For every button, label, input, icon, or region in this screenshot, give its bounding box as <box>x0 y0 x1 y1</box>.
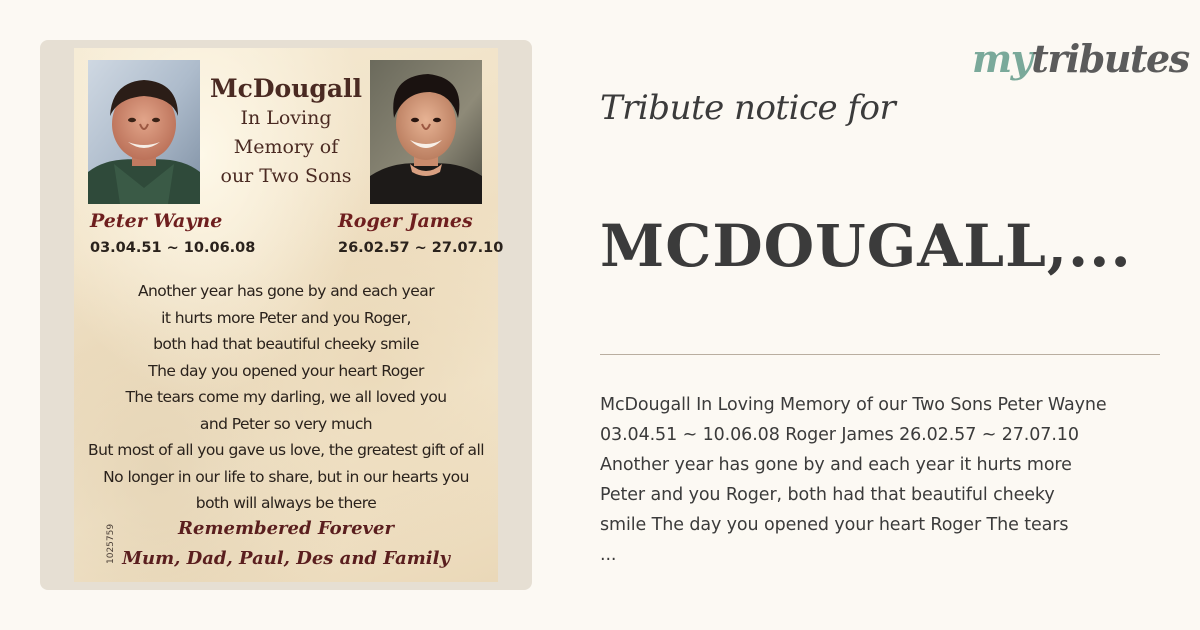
excerpt-line: ... <box>600 545 617 565</box>
logo-part-my: my <box>972 36 1032 81</box>
verse-line: No longer in our life to share, but in our hearts you <box>103 467 469 486</box>
notice-image <box>40 40 532 590</box>
mytributes-logo[interactable] <box>972 36 1189 81</box>
portrait-roger-image <box>370 60 482 204</box>
logo-part-tributes: tributes <box>1031 36 1189 81</box>
deceased-name-heading: MCDOUGALL,... <box>600 212 1132 280</box>
excerpt-line: smile The day you opened your heart Roger The tears <box>600 515 1069 535</box>
verse-line: The day you opened your heart Roger <box>148 361 424 380</box>
notice-subheading-line: our Two Sons <box>220 165 352 187</box>
verse-line: both had that beautiful cheeky smile <box>153 335 419 353</box>
notice-subheading-line: In Loving <box>240 107 332 129</box>
verse-line: it hurts more Peter and you Roger, <box>161 308 411 327</box>
notice-reference-number: 1025759 <box>106 523 116 564</box>
verse-line: Another year has gone by and each year <box>137 282 435 300</box>
excerpt-line: Another year has gone by and each year it hurts more <box>600 455 1072 475</box>
notice-paper <box>74 48 504 582</box>
verse-line: The tears come my darling, we all loved you <box>125 388 447 406</box>
notice-subheading-line: Memory of <box>233 136 339 158</box>
verse-line: both will always be there <box>195 494 377 512</box>
notice-verse <box>78 278 494 517</box>
notice-remembered: Remembered Forever <box>178 518 394 539</box>
excerpt-line: McDougall In Loving Memory of our Two Sons Peter Wayne <box>600 395 1107 415</box>
portrait-photo-roger <box>370 60 482 204</box>
excerpt-line: Peter and you Roger, both had that beautiful cheeky <box>600 485 1055 505</box>
verse-line: But most of all you gave us love, the greatest gift of all <box>88 441 484 459</box>
tribute-excerpt <box>600 390 1190 570</box>
portrait-photo-peter <box>88 60 200 204</box>
excerpt-line: 03.04.51 ~ 10.06.08 Roger James 26.02.57 ~ 27.07.10 <box>600 425 1079 445</box>
section-divider <box>600 354 1160 355</box>
notice-family: Mum, Dad, Paul, Des and Family <box>122 548 450 569</box>
notice-surname: McDougall <box>209 74 363 103</box>
person-dates-roger: 26.02.57 ~ 27.07.10 <box>338 240 504 256</box>
verse-line: and Peter so very much <box>199 414 373 433</box>
person-name-peter: Peter Wayne <box>90 210 223 232</box>
notice-heading <box>194 74 378 191</box>
person-name-roger: Roger James <box>338 210 473 232</box>
portrait-peter-image <box>88 60 200 204</box>
tribute-intro-text: Tribute notice for <box>600 88 896 128</box>
person-dates-peter: 03.04.51 ~ 10.06.08 <box>90 240 256 256</box>
